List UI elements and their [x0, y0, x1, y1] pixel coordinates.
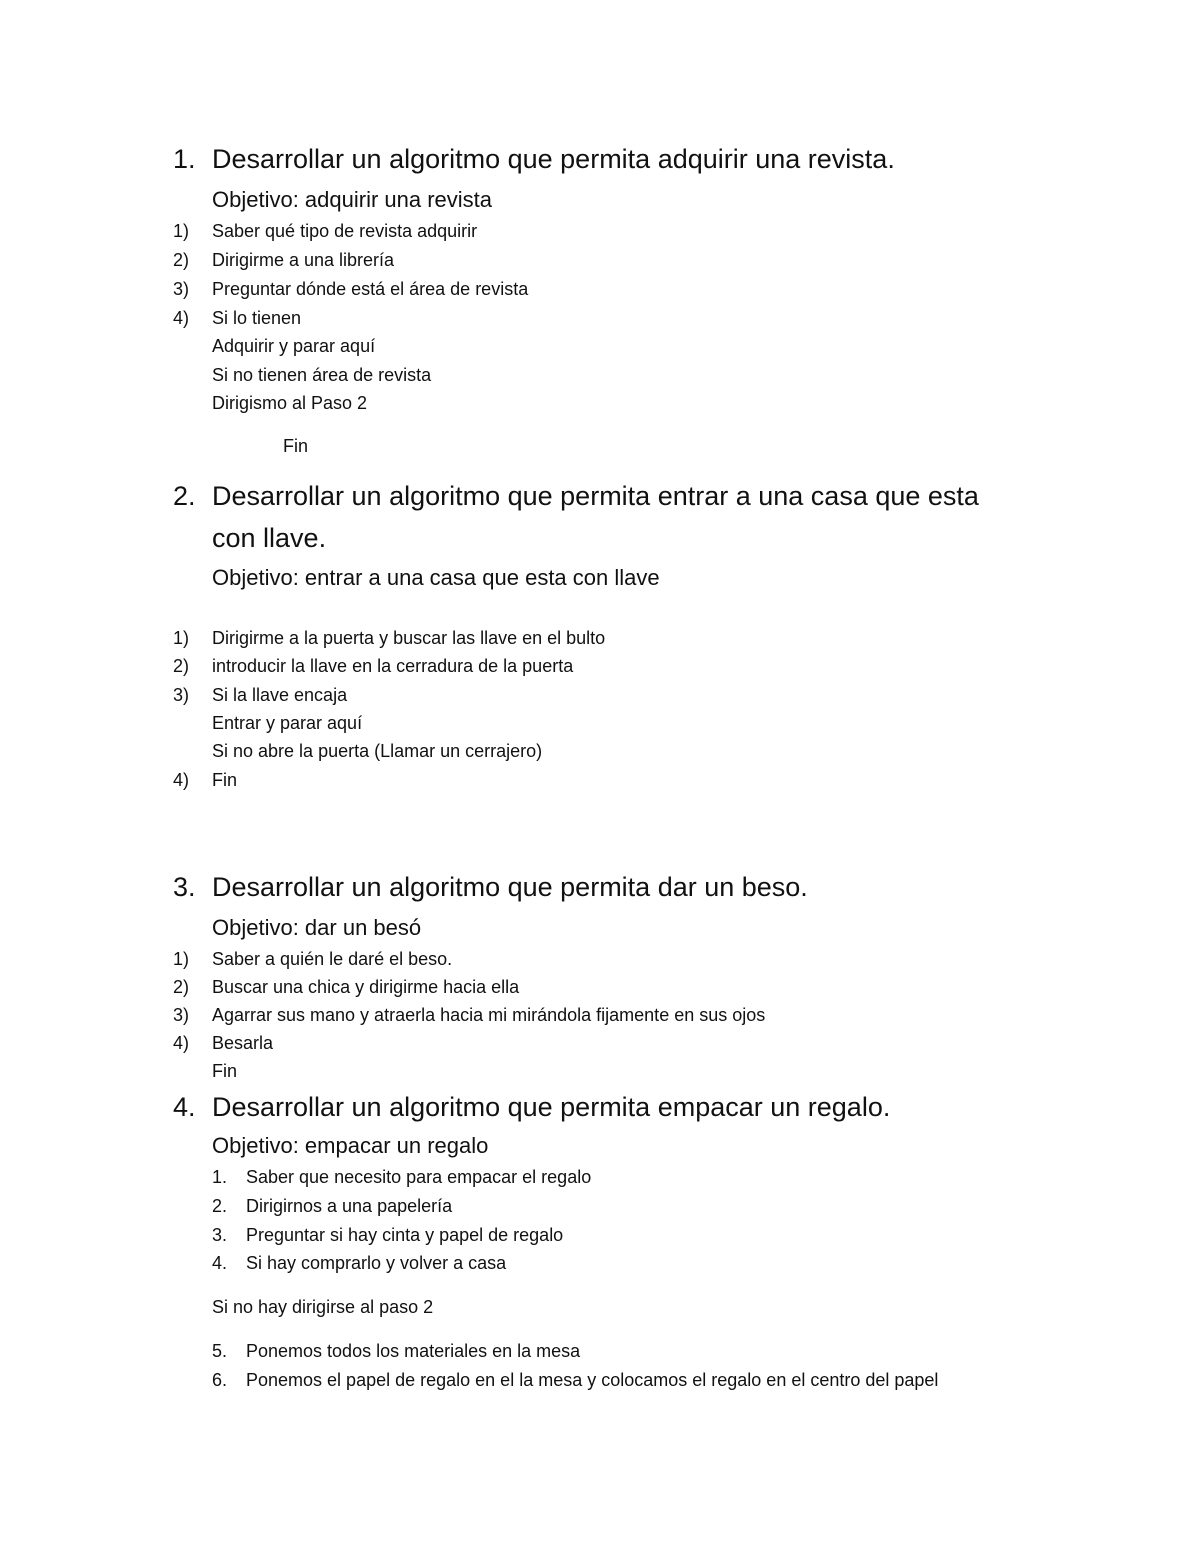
step-number: 3) — [173, 685, 190, 705]
end-label: Fin — [212, 1061, 238, 1081]
step-text: Si la llave encaja — [212, 685, 348, 705]
objective: Objetivo: adquirir una revista — [212, 187, 493, 212]
step-detail: Dirigismo al Paso 2 — [212, 393, 368, 413]
step-number: 2) — [173, 977, 190, 997]
step-number: 5. — [212, 1341, 228, 1361]
step-text: Dirigirme a una librería — [212, 250, 395, 270]
objective: Objetivo: empacar un regalo — [212, 1133, 489, 1158]
step-text: Preguntar dónde está el área de revista — [212, 279, 529, 299]
step-detail: Entrar y parar aquí — [212, 713, 363, 733]
step-number: 4. — [212, 1253, 228, 1273]
step-number: 3. — [212, 1225, 228, 1245]
step-text: Saber a quién le daré el beso. — [212, 949, 453, 969]
objective: Objetivo: dar un besó — [212, 915, 422, 940]
note: Si no hay dirigirse al paso 2 — [212, 1297, 434, 1317]
step-text: Dirigirnos a una papelería — [246, 1196, 453, 1216]
step-text: Dirigirme a la puerta y buscar las llave en el bulto — [212, 628, 606, 648]
step-number: 3) — [173, 1005, 190, 1025]
step-detail: Adquirir y parar aquí — [212, 336, 376, 356]
step-number: 6. — [212, 1370, 228, 1390]
end-label: Fin — [283, 436, 309, 456]
step-number: 1. — [212, 1167, 228, 1187]
section-number: 2. — [173, 481, 196, 511]
step-text: Ponemos el papel de regalo en el la mesa y colocamos el regalo en el centro del papel — [246, 1370, 939, 1390]
step-text: Si lo tienen — [212, 308, 302, 328]
section-number: 1. — [173, 144, 196, 174]
step-detail: Si no abre la puerta (Llamar un cerrajero) — [212, 741, 543, 761]
step-text: Agarrar sus mano y atraerla hacia mi mirándola fijamente en sus ojos — [212, 1005, 766, 1025]
step-text: Fin — [212, 770, 238, 790]
step-number: 1) — [173, 628, 190, 648]
section-title: Desarrollar un algoritmo que permita dar un beso. — [212, 872, 808, 902]
section-title: Desarrollar un algoritmo que permita adquirir una revista. — [212, 144, 895, 174]
step-text: Saber qué tipo de revista adquirir — [212, 221, 478, 241]
step-number: 2) — [173, 250, 190, 270]
step-number: 4) — [173, 770, 190, 790]
step-number: 3) — [173, 279, 190, 299]
step-text: Preguntar si hay cinta y papel de regalo — [246, 1225, 564, 1245]
step-number: 4) — [173, 308, 190, 328]
step-number: 2. — [212, 1196, 228, 1216]
step-number: 4) — [173, 1033, 190, 1053]
step-text: Buscar una chica y dirigirme hacia ella — [212, 977, 520, 997]
step-number: 1) — [173, 949, 190, 969]
section-number: 4. — [173, 1092, 196, 1122]
step-number: 1) — [173, 221, 190, 241]
section-title-line1: Desarrollar un algoritmo que permita entrar a una casa que esta — [212, 481, 979, 511]
step-text: Saber que necesito para empacar el regalo — [246, 1167, 592, 1187]
step-text: Ponemos todos los materiales en la mesa — [246, 1341, 581, 1361]
section-title: Desarrollar un algoritmo que permita empacar un regalo. — [212, 1092, 891, 1122]
step-text: Si hay comprarlo y volver a casa — [246, 1253, 507, 1273]
section-number: 3. — [173, 872, 196, 902]
step-detail: Si no tienen área de revista — [212, 365, 432, 385]
step-text: introducir la llave en la cerradura de la puerta — [212, 656, 574, 676]
section-title-line2: con llave. — [212, 523, 327, 553]
step-number: 2) — [173, 656, 190, 676]
step-text: Besarla — [212, 1033, 274, 1053]
objective: Objetivo: entrar a una casa que esta con llave — [212, 565, 660, 590]
